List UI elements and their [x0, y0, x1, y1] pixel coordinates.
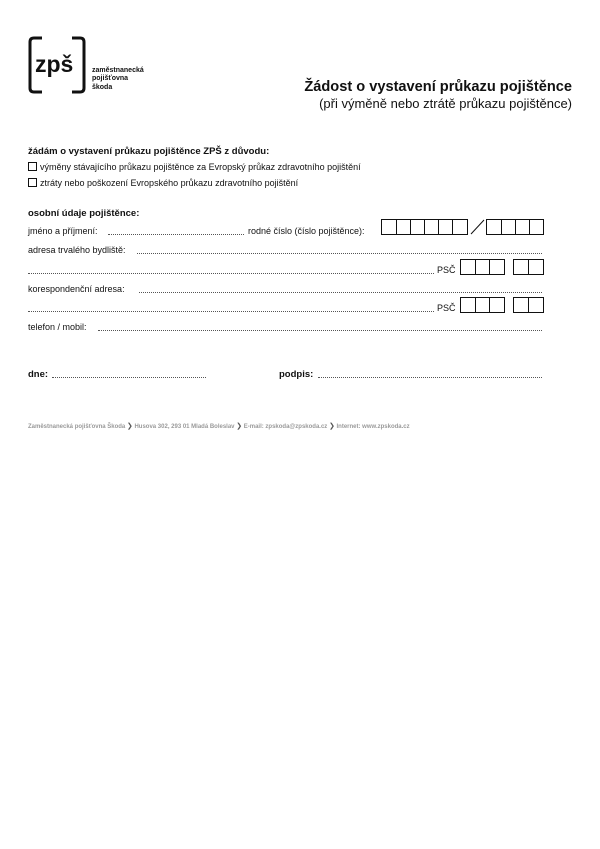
footer-company: Zaměstnanecká pojišťovna Škoda [28, 424, 126, 430]
postcode-box-part1[interactable] [460, 259, 505, 275]
postcode-box-part2[interactable] [513, 297, 544, 313]
checkbox[interactable] [28, 178, 37, 187]
company-line: zaměstnanecká [92, 67, 144, 74]
company-line: škoda [92, 83, 113, 91]
postcode-box-part2[interactable] [513, 259, 544, 275]
signature-label: podpis: [279, 369, 314, 380]
name-label: jméno a příjmení: [28, 226, 98, 236]
reason-option-loss[interactable] [28, 178, 298, 188]
correspondence-field-line2[interactable] [28, 311, 434, 312]
footer-address: Husova 302, 293 01 Mladá Boleslav [134, 424, 235, 430]
birth-number-box-part2[interactable] [486, 219, 544, 235]
footer-separator-icon: ❯ [236, 423, 243, 430]
checkbox[interactable] [28, 162, 37, 171]
correspondence-field[interactable] [139, 292, 542, 293]
reason-option-label: ztráty nebo poškození Evropského průkazu zdravotního pojištění [40, 178, 299, 188]
phone-field[interactable] [98, 330, 542, 331]
name-field[interactable] [108, 234, 244, 235]
address-label: adresa trvalého bydliště: [28, 245, 126, 255]
footer [28, 422, 410, 430]
correspondence-label: korespondenční adresa: [28, 284, 125, 294]
footer-separator-icon: ❯ [328, 423, 335, 430]
address-field-line2[interactable] [28, 273, 434, 274]
slash-separator-icon [469, 219, 485, 235]
reason-option-label: výměny stávajícího průkazu pojištěnce za Evropský průkaz zdravotního pojištění [40, 162, 361, 172]
footer-separator-icon: ❯ [126, 423, 133, 430]
date-label: dne: [28, 369, 49, 380]
postcode-label: PSČ [437, 265, 456, 275]
reason-heading: žádám o vystavení průkazu pojištěnce ZPŠ z důvodu: [28, 146, 270, 157]
postcode-label: PSČ [437, 303, 456, 313]
logo-mark: zpš [35, 51, 74, 77]
address-field[interactable] [137, 253, 542, 254]
company-line: pojišťovna [92, 75, 129, 83]
footer-email[interactable]: E-mail: zpskoda@zpskoda.cz [243, 424, 328, 430]
personal-heading: osobní údaje pojištěnce: [28, 208, 140, 219]
form-title: Žádost o vystavení průkazu pojištěnce [304, 79, 572, 95]
footer-internet[interactable]: Internet: www.zpskoda.cz [336, 424, 410, 430]
postcode-box-part1[interactable] [460, 297, 505, 313]
birth-number-box-part1[interactable] [381, 219, 468, 235]
phone-label: telefon / mobil: [28, 322, 87, 332]
birth-number-label: rodné číslo (číslo pojištěnce): [248, 226, 365, 236]
reason-option-exchange[interactable] [28, 162, 361, 172]
signature-field[interactable] [318, 377, 542, 378]
date-field[interactable] [52, 377, 206, 378]
company-name [92, 67, 144, 92]
form-subtitle: (při výměně nebo ztrátě průkazu pojištěnce) [319, 96, 572, 111]
